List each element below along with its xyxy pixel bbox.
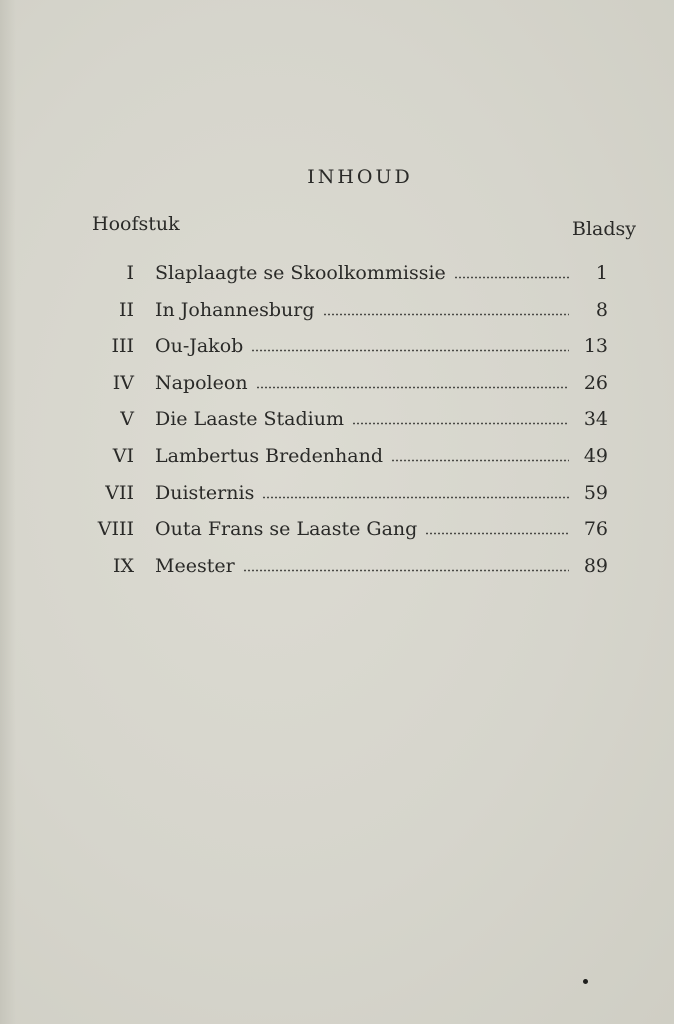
chapter-title: Duisternis: [155, 481, 255, 504]
chapter-numeral: IV: [112, 371, 134, 394]
chapter-numeral: II: [118, 298, 134, 321]
dot-leader: [323, 313, 569, 316]
chapter-numeral: V: [120, 408, 134, 431]
dot-leader: [256, 386, 569, 389]
chapter-numeral: I: [126, 262, 134, 284]
chapter-page-number: 1: [595, 262, 608, 284]
dot-leader: [352, 422, 569, 425]
toc-entry: [0, 555, 674, 592]
dot-leader: [262, 496, 569, 499]
dot-leader: [243, 569, 569, 572]
chapter-line: [155, 262, 569, 284]
dot-leader: [251, 349, 569, 352]
chapter-title: Lambertus Bredenhand: [155, 444, 384, 467]
chapter-page-number: 76: [583, 518, 608, 541]
chapter-line: [155, 372, 569, 394]
chapter-line: [155, 482, 569, 504]
toc-entry: [0, 445, 674, 482]
dot-leader: [454, 276, 569, 279]
chapter-title: Meester: [155, 554, 235, 577]
toc-entry: [0, 335, 674, 372]
chapter-title: Outa Frans se Laaste Gang: [155, 518, 418, 541]
toc-entry: [0, 482, 674, 519]
table-of-contents: [0, 262, 674, 591]
chapter-line: [155, 445, 569, 467]
chapter-page-number: 59: [583, 481, 608, 504]
chapter-line: [155, 335, 569, 357]
chapter-page-number: 89: [583, 554, 608, 577]
page-title: INHOUD: [307, 166, 413, 188]
toc-entry: [0, 299, 674, 336]
dot-leader: [391, 459, 569, 462]
chapter-numeral: IX: [112, 554, 134, 577]
chapter-title: Slaplaagte se Skoolkommissie: [155, 262, 446, 284]
chapter-line: [155, 518, 569, 540]
chapter-title: Ou-Jakob: [155, 335, 244, 358]
chapter-page-number: 26: [583, 371, 608, 394]
chapter-title: Die Laaste Stadium: [155, 408, 345, 431]
chapter-title: In Johannesburg: [155, 298, 315, 321]
ink-speck: [583, 979, 588, 984]
chapter-numeral: III: [111, 335, 134, 358]
chapter-column-header: Hoofstuk: [92, 213, 180, 235]
chapter-numeral: VIII: [97, 518, 134, 541]
chapter-numeral: VII: [105, 481, 134, 504]
chapter-line: [155, 299, 569, 321]
page-column-header: Bladsy: [571, 218, 636, 240]
dot-leader: [425, 532, 569, 535]
toc-entry: [0, 372, 674, 409]
chapter-line: [155, 408, 569, 430]
chapter-numeral: VI: [112, 444, 134, 467]
toc-entry: [0, 408, 674, 445]
chapter-page-number: 8: [595, 298, 608, 321]
chapter-line: [155, 555, 569, 577]
chapter-page-number: 49: [583, 444, 608, 467]
toc-entry: [0, 518, 674, 555]
chapter-title: Napoleon: [155, 371, 248, 394]
chapter-page-number: 34: [583, 408, 608, 431]
chapter-page-number: 13: [583, 335, 608, 358]
toc-entry: [0, 262, 674, 299]
